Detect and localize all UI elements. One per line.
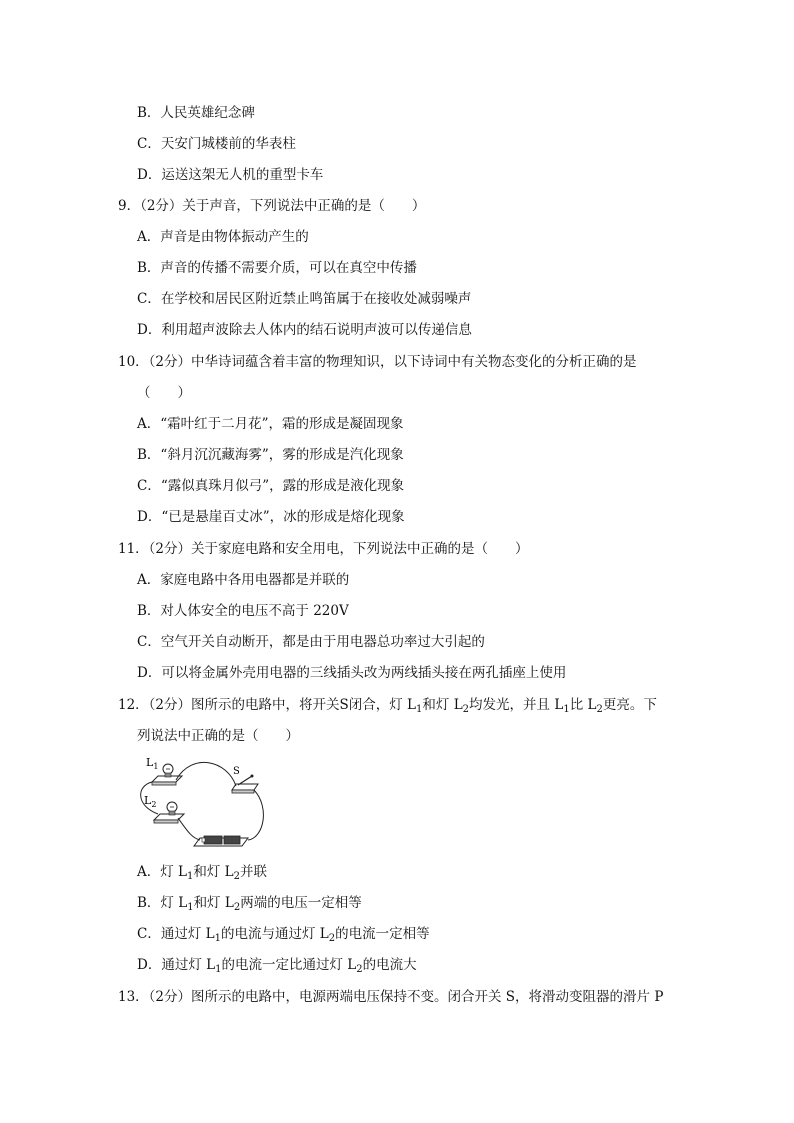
q11-stem: 11．（2分）关于家庭电路和安全用电，下列说法中正确的是（ ） <box>118 541 529 557</box>
wires <box>141 762 264 840</box>
q9-option-d: D．利用超声波除去人体内的结石说明声波可以传递信息 <box>137 322 472 338</box>
q11-option-c: C．空气开关自动断开，都是由于用电器总功率过大引起的 <box>137 634 485 650</box>
q12-option-d: D．通过灯 $L_1$的电流一定比通过灯 $L_2$的电流大 <box>137 957 417 975</box>
prev-option-b: B．人民英雄纪念碑 <box>137 105 255 121</box>
circuit-figure <box>132 752 272 852</box>
q10-option-a: A．“霜叶红于二月花”，霜的形成是凝固现象 <box>137 416 404 432</box>
q13-stem: 13．（2分）图所示的电路中，电源两端电压保持不变。闭合开关 S，将滑动变阻器的滑片 P <box>118 989 664 1005</box>
label-s: S <box>233 766 240 777</box>
q10-option-d: D．“已是悬崖百丈冰”，冰的形成是熔化现象 <box>137 509 405 525</box>
q11-option-b: B．对人体安全的电压不高于 220V <box>137 603 349 619</box>
q12-option-b: B．灯 $L_1$和灯 $L_2$两端的电压一定相等 <box>137 895 362 913</box>
q10-option-b: B．“斜月沉沉藏海雾”，雾的形成是汽化现象 <box>137 447 404 463</box>
prev-option-d: D．运送这架无人机的重型卡车 <box>137 167 324 183</box>
q10-stem: 10．（2分）中华诗词蕴含着丰富的物理知识，以下诗词中有关物态变化的分析正确的是 <box>118 354 637 370</box>
label-l2: $L_2$ <box>144 794 157 809</box>
q9-stem: 9．（2分）关于声音，下列说法中正确的是（ ） <box>118 198 426 214</box>
q11-option-d: D．可以将金属外壳用电器的三线插头改为两线插头接在两孔插座上使用 <box>137 665 567 681</box>
q11-option-a: A．家庭电路中各用电器都是并联的 <box>137 572 350 588</box>
q10-stem-cont: （ ） <box>137 385 191 401</box>
q9-option-b: B．声音的传播不需要介质，可以在真空中传播 <box>137 260 417 276</box>
label-l1: $L_1$ <box>146 756 159 771</box>
q9-option-a: A．声音是由物体振动产生的 <box>137 229 309 245</box>
q12-option-c: C．通过灯 $L_1$的电流与通过灯 $L_2$的电流一定相等 <box>137 926 430 944</box>
q12-option-a: A．灯 $L_1$和灯 $L_2$并联 <box>137 864 268 882</box>
q10-option-c: C．“露似真珠月似弓”，露的形成是液化现象 <box>137 478 405 494</box>
q12-stem-cont: 列说法中正确的是（ ） <box>137 728 299 744</box>
q9-option-c: C．在学校和居民区附近禁止鸣笛属于在接收处减弱噪声 <box>137 291 472 307</box>
prev-option-c: C．天安门城楼前的华表柱 <box>137 136 296 152</box>
battery <box>194 836 248 846</box>
q12-stem: 12．（2分）图所示的电路中，将开关S闭合，灯 $L_1$和灯 $L_2$均发光，并且 $L_1$比 $L_2$更亮。下 <box>118 697 657 715</box>
